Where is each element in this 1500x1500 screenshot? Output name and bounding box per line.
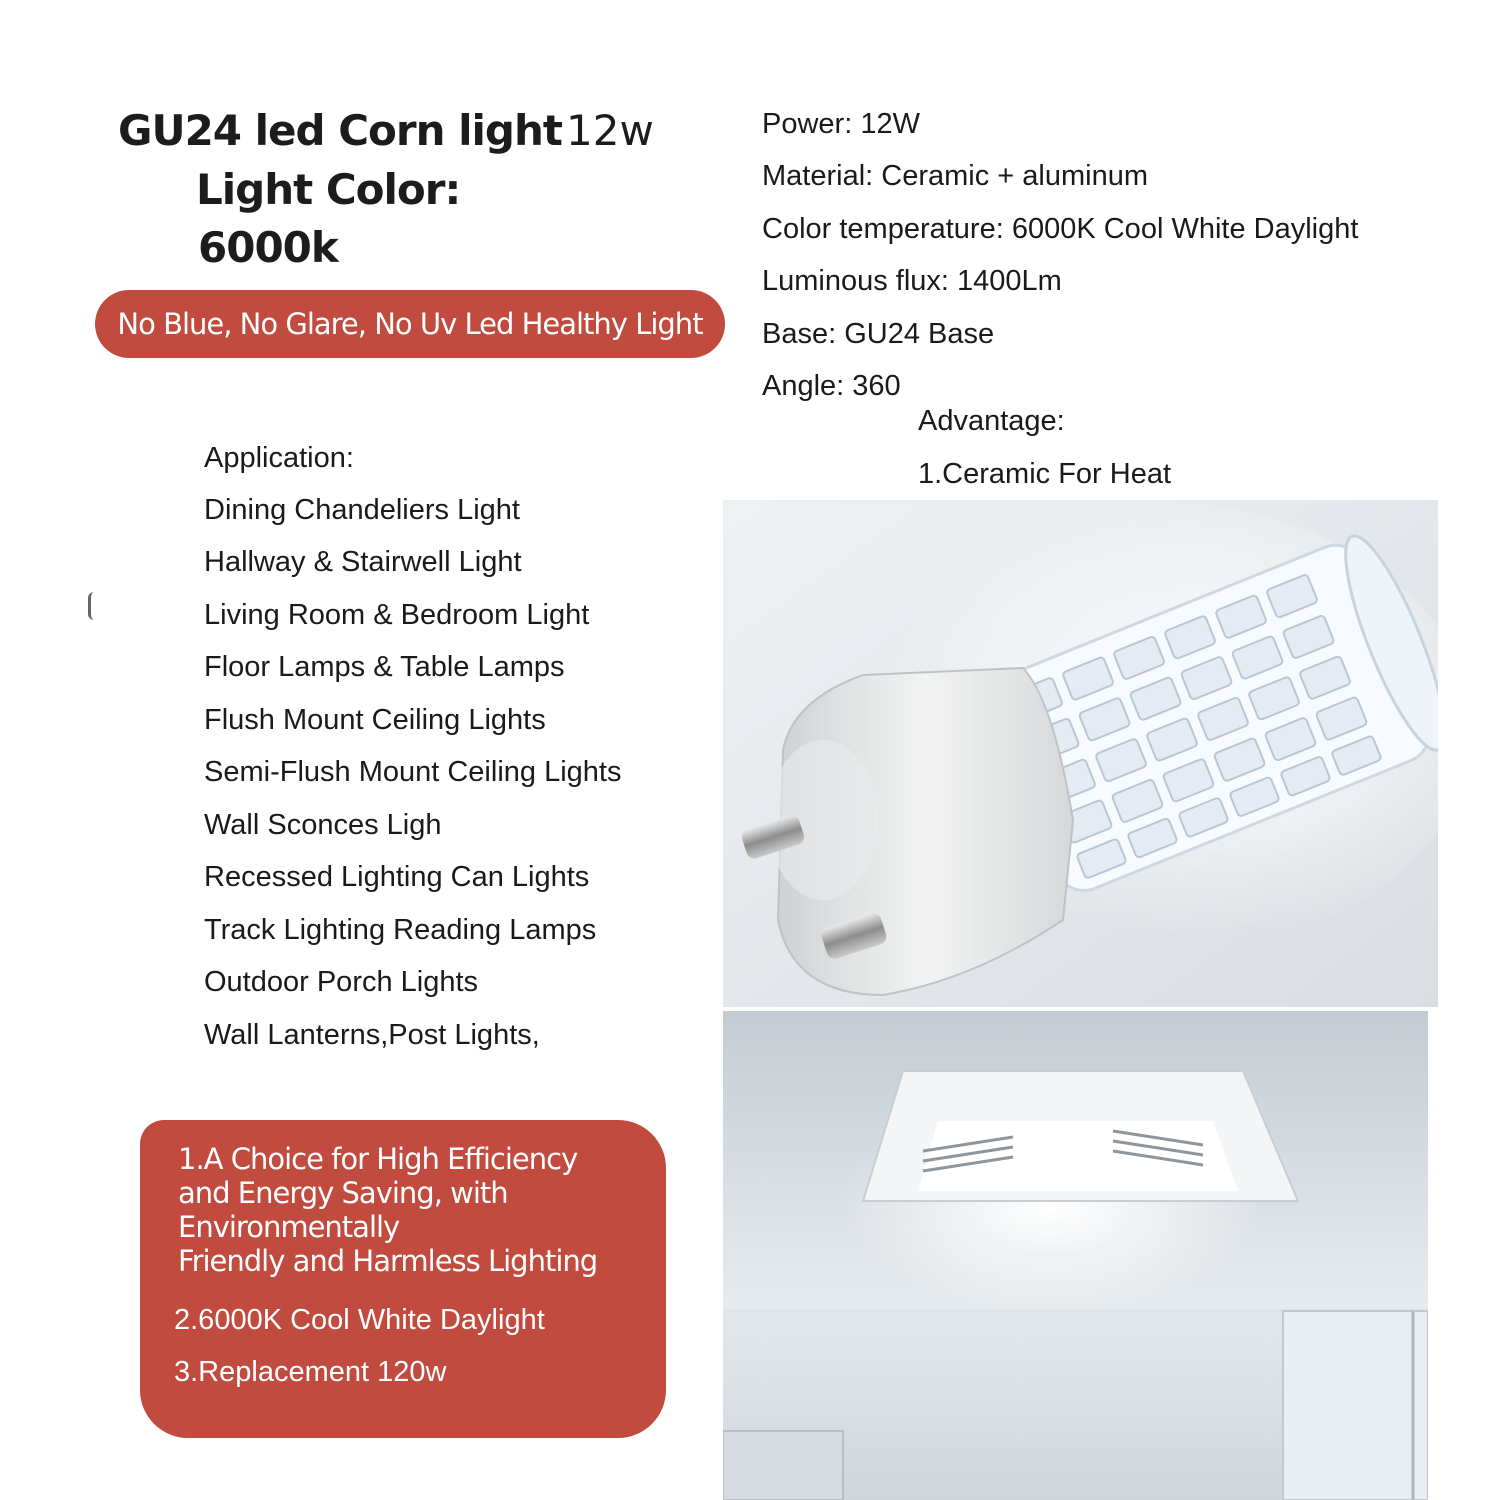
benefit-item-3: 3.Replacement 120w	[174, 1356, 447, 1388]
product-title: GU24 led Corn light	[118, 106, 562, 155]
benefit-item-1-line-1: 1.A Choice for High Efficiency	[178, 1142, 578, 1176]
advantage-heading: Advantage:	[918, 405, 1065, 437]
spec-luminous-flux: Luminous flux: 1400Lm	[762, 265, 1062, 297]
spec-color-temperature: Color temperature: 6000K Cool White Daylight	[762, 213, 1359, 245]
spec-material: Material: Ceramic + aluminum	[762, 160, 1148, 192]
advantage-item-1: 1.Ceramic For Heat	[918, 458, 1172, 490]
application-item: Outdoor Porch Lights	[204, 966, 479, 998]
application-item: Wall Lanterns,Post Lights,	[204, 1019, 540, 1051]
spec-base: Base: GU24 Base	[762, 318, 995, 350]
healthy-light-badge	[95, 290, 725, 358]
application-item: Recessed Lighting Can Lights	[204, 861, 590, 893]
benefit-item-2: 2.6000K Cool White Daylight	[174, 1304, 545, 1336]
benefit-item-1	[178, 1142, 597, 1278]
application-item: Track Lighting Reading Lamps	[204, 914, 597, 946]
application-item: Wall Sconces Ligh	[204, 809, 442, 841]
application-item: Living Room & Bedroom Light	[204, 599, 590, 631]
decorative-mark	[88, 592, 97, 620]
ceiling-light-illustration	[723, 1011, 1428, 1500]
application-item: Flush Mount Ceiling Lights	[204, 704, 546, 736]
application-item: Dining Chandeliers Light	[204, 494, 520, 526]
healthy-light-badge-text: No Blue, No Glare, No Uv Led Healthy Light	[117, 307, 703, 341]
product-wattage: 12w	[566, 106, 654, 155]
application-heading: Application:	[204, 442, 354, 474]
application-item: Hallway & Stairwell Light	[204, 546, 522, 578]
application-item: Semi-Flush Mount Ceiling Lights	[204, 756, 622, 788]
corn-bulb-photo	[723, 500, 1438, 1007]
benefit-item-1-line-3: Environmentally	[178, 1210, 400, 1244]
benefit-item-1-line-4: Friendly and Harmless Lighting	[178, 1244, 598, 1278]
corn-bulb-illustration	[723, 500, 1438, 1007]
benefit-item-1-line-2: and Energy Saving, with	[178, 1176, 508, 1210]
ceiling-light-room-photo	[723, 1011, 1428, 1500]
application-item: Floor Lamps & Table Lamps	[204, 651, 565, 683]
light-color-label: Light Color:	[196, 165, 461, 214]
spec-angle: Angle: 360	[762, 370, 901, 402]
light-color-value: 6000k	[198, 223, 338, 272]
spec-power: Power: 12W	[762, 108, 920, 140]
